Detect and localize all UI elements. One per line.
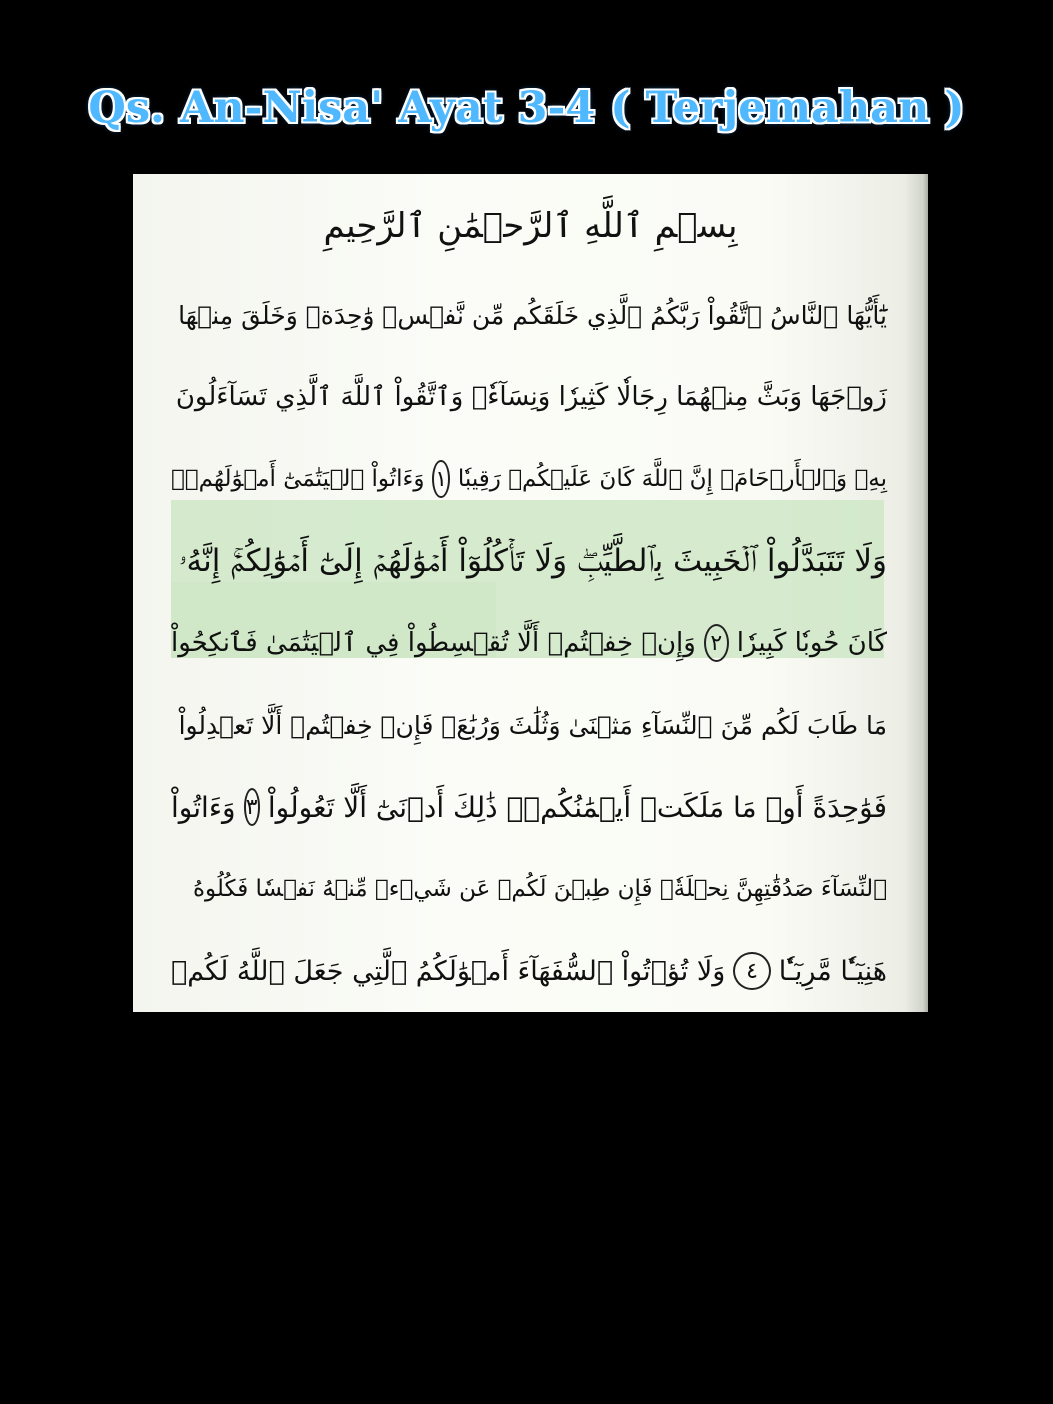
verse-text: وَلَا تَتَبَدَّلُواْ ٱلۡخَبِيثَ بِٱلطَّيِّبِۖ وَلَا تَأۡكُلُوٓاْ أَمۡوَٰلَهُمۡ إِلَىٰٓ أَمۡوَٰلِكُمۡۚ إِنَّهُۥ [178,542,887,579]
verse-line [171,520,887,602]
ayah-number-marker: ٤ [733,952,770,990]
verse-text: زَوۡجَهَا وَبَثَّ مِنۡهُمَا رِجَالٗا كَثِيرٗا وَنِسَآءٗۚ وَٱتَّقُواْ ٱللَّهَ ٱلَّذِي تَسَآءَلُونَ [175,382,887,412]
verse-line [171,438,887,520]
verse-line [171,848,887,930]
verse-text: هَنِيٓـٔٗا مَّرِيٓـٔٗا [778,955,887,987]
verse-line [171,602,887,684]
ayah-number-marker: ١ [432,460,449,498]
verse-text: مَا طَابَ لَكُم مِّنَ ٱلنِّسَآءِ مَثۡنَىٰ وَثُلَٰثَ وَرُبَٰعَۖ فَإِنۡ خِفۡتُمۡ أَلَّا تَعۡدِلُواْ [178,710,887,740]
verse-line [171,356,887,438]
ayah-number-marker: ٣ [244,788,260,826]
verse-line [171,766,887,848]
page-edge [922,174,928,1012]
verse-text: ٱلنِّسَآءَ صَدُقَٰتِهِنَّ نِحۡلَةٗۚ فَإِن طِبۡنَ لَكُمۡ عَن شَيۡءٖ مِّنۡهُ نَفۡسٗا فَكُلُوهُ [192,876,887,902]
verse-text: وَءَاتُواْ [171,790,236,824]
verse-lines [171,274,887,1012]
verse-text: وَإِنۡ خِفۡتُمۡ أَلَّا تُقۡسِطُواْ فِي ٱلۡيَتَٰمَىٰ فَٱنكِحُواْ [171,628,696,658]
verse-line [171,930,887,1012]
verse-line [171,274,887,356]
ayah-number-marker: ٢ [704,624,729,662]
basmala: بِسۡمِ ٱللَّهِ ٱلرَّحۡمَٰنِ ٱلرَّحِيمِ [323,206,738,246]
verse-text: وَلَا تُؤۡتُواْ ٱلسُّفَهَآءَ أَمۡوَٰلَكُمُ ٱلَّتِي جَعَلَ ٱللَّهُ لَكُمۡ [171,955,726,987]
mushaf-page [133,174,928,1012]
verse-text: وَءَاتُواْ ٱلۡيَتَٰمَىٰٓ أَمۡوَٰلَهُمۡۖ [171,466,425,492]
verse-text: فَوَٰحِدَةً أَوۡ مَا مَلَكَتۡ أَيۡمَٰنُكُمۡۚ ذَٰلِكَ أَدۡنَىٰٓ أَلَّا تَعُولُواْ [267,790,887,824]
verse-line [171,684,887,766]
verse-text: يَٰٓأَيُّهَا ٱلنَّاسُ ٱتَّقُواْ رَبَّكُمُ ٱلَّذِي خَلَقَكُم مِّن نَّفۡسٖ وَٰحِدَةٖ وَخَلَقَ مِنۡهَا [178,300,887,330]
verse-text: كَانَ حُوبٗا كَبِيرٗا [736,628,887,658]
video-title: Qs. An-Nisa' Ayat 3-4 ( Terjemahan ) [88,83,965,133]
verse-text: بِهِۦ وَٱلۡأَرۡحَامَۚ إِنَّ ٱللَّهَ كَانَ عَلَيۡكُمۡ رَقِيبٗا [457,466,887,492]
